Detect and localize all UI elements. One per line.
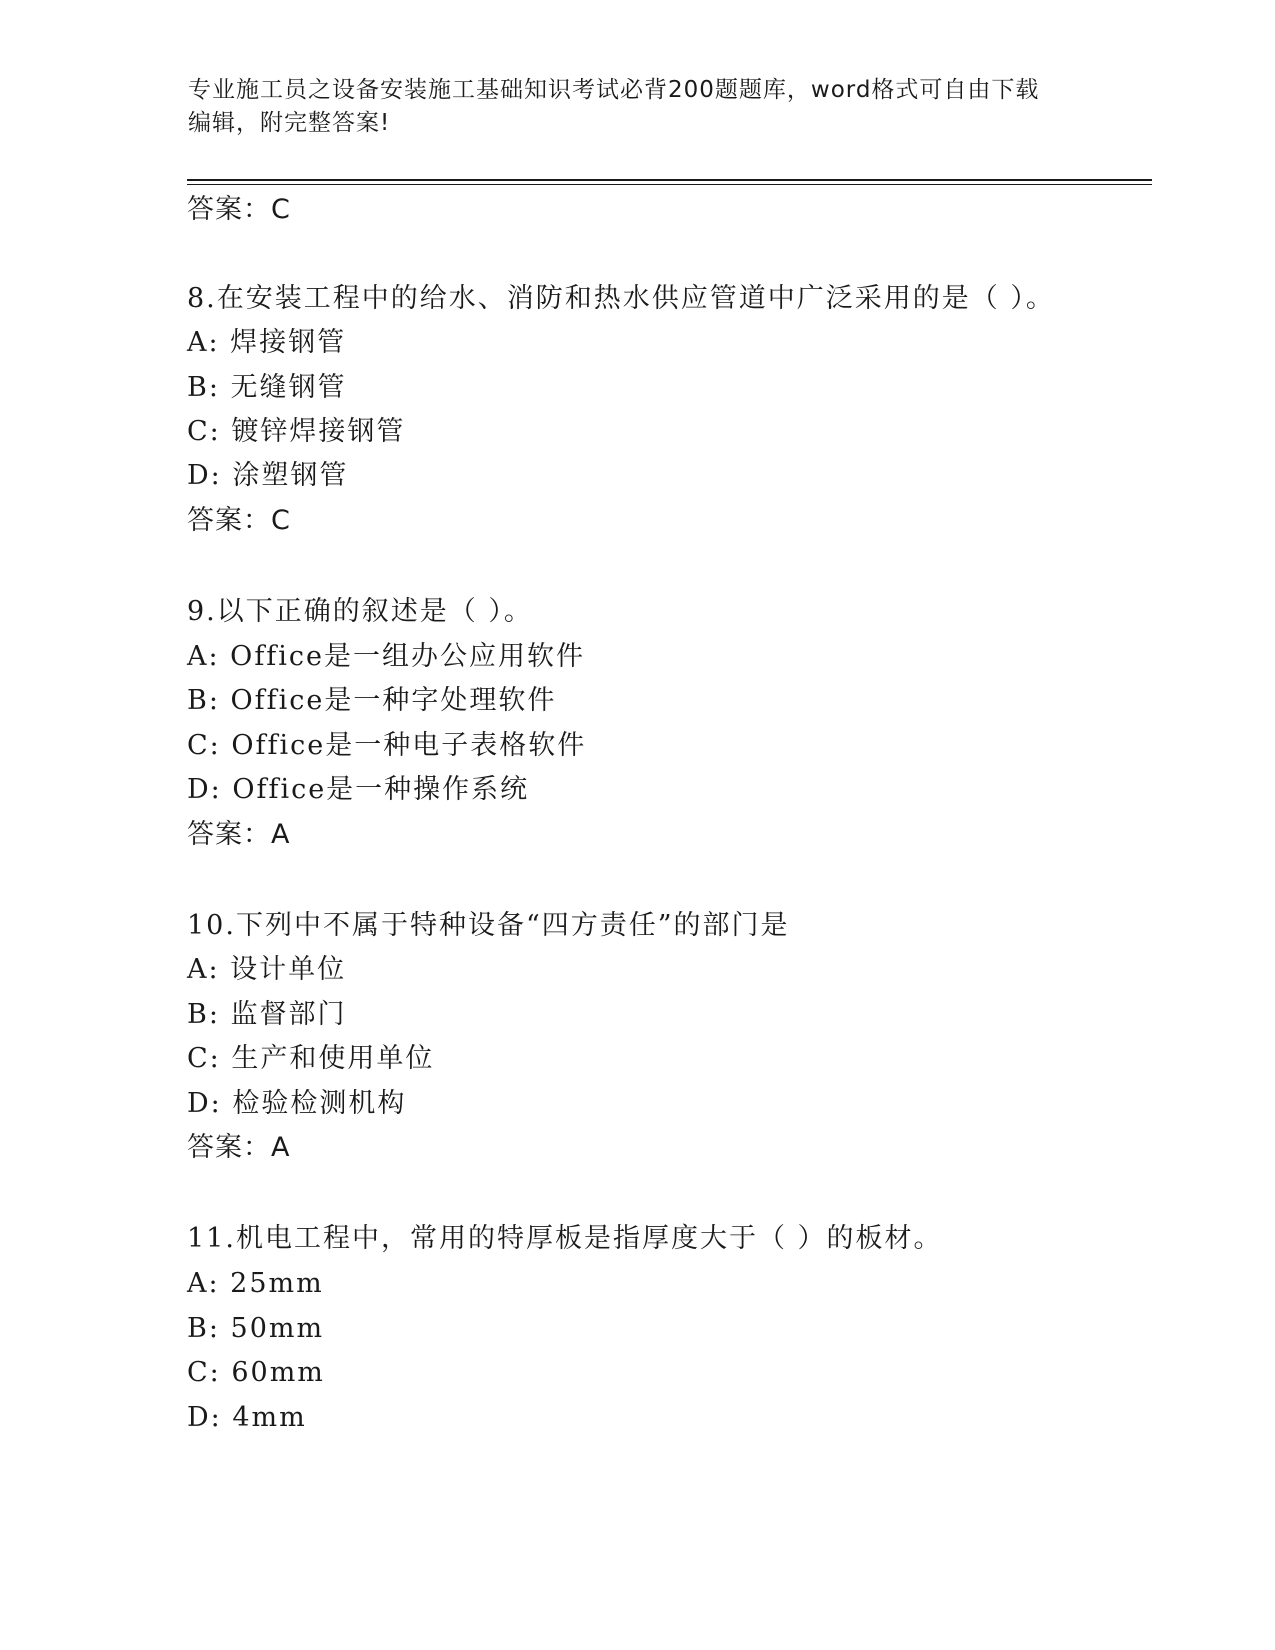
document-header [188,74,1068,140]
header-divider-thin [187,184,1152,185]
question-9-option-a: A: Office是一组办公应用软件 [187,641,586,672]
question-9-answer: 答案：A [187,819,291,850]
question-8-option-c: C: 镀锌焊接钢管 [187,416,406,447]
question-10-option-a: A: 设计单位 [187,954,347,985]
question-9-option-c: C: Office是一种电子表格软件 [187,730,587,761]
question-10-option-c: C: 生产和使用单位 [187,1043,435,1074]
question-10-option-b: B: 监督部门 [187,999,347,1030]
question-8-stem: 8.在安装工程中的给水、消防和热水供应管道中广泛采用的是（ ）。 [187,283,1055,314]
question-8-answer: 答案：C [187,505,291,536]
question-11-option-d: D: 4mm [187,1402,307,1433]
question-9-option-d: D: Office是一种操作系统 [187,774,530,805]
question-9-stem: 9.以下正确的叙述是（ ）。 [187,596,533,627]
question-9-option-b: B: Office是一种字处理软件 [187,685,557,716]
question-11-stem: 11.机电工程中，常用的特厚板是指厚度大于（ ）的板材。 [187,1223,943,1254]
header-line-1: 专业施工员之设备安装施工基础知识考试必背200题题库，word格式可自由下载 [188,77,1040,103]
question-11-option-b: B: 50mm [187,1313,325,1344]
question-10-option-d: D: 检验检测机构 [187,1088,407,1119]
question-8-option-a: A: 焊接钢管 [187,327,347,358]
question-8-option-b: B: 无缝钢管 [187,372,347,403]
previous-answer: 答案：C [187,194,291,225]
question-8-option-d: D: 涂塑钢管 [187,460,349,491]
question-11-option-c: C: 60mm [187,1357,325,1388]
question-10-stem: 10.下列中不属于特种设备“四方责任”的部门是 [187,910,790,941]
question-11-option-a: A: 25mm [187,1268,324,1299]
header-divider-thick [187,179,1152,181]
header-line-2: 编辑，附完整答案! [188,110,391,136]
question-10-answer: 答案：A [187,1132,291,1163]
